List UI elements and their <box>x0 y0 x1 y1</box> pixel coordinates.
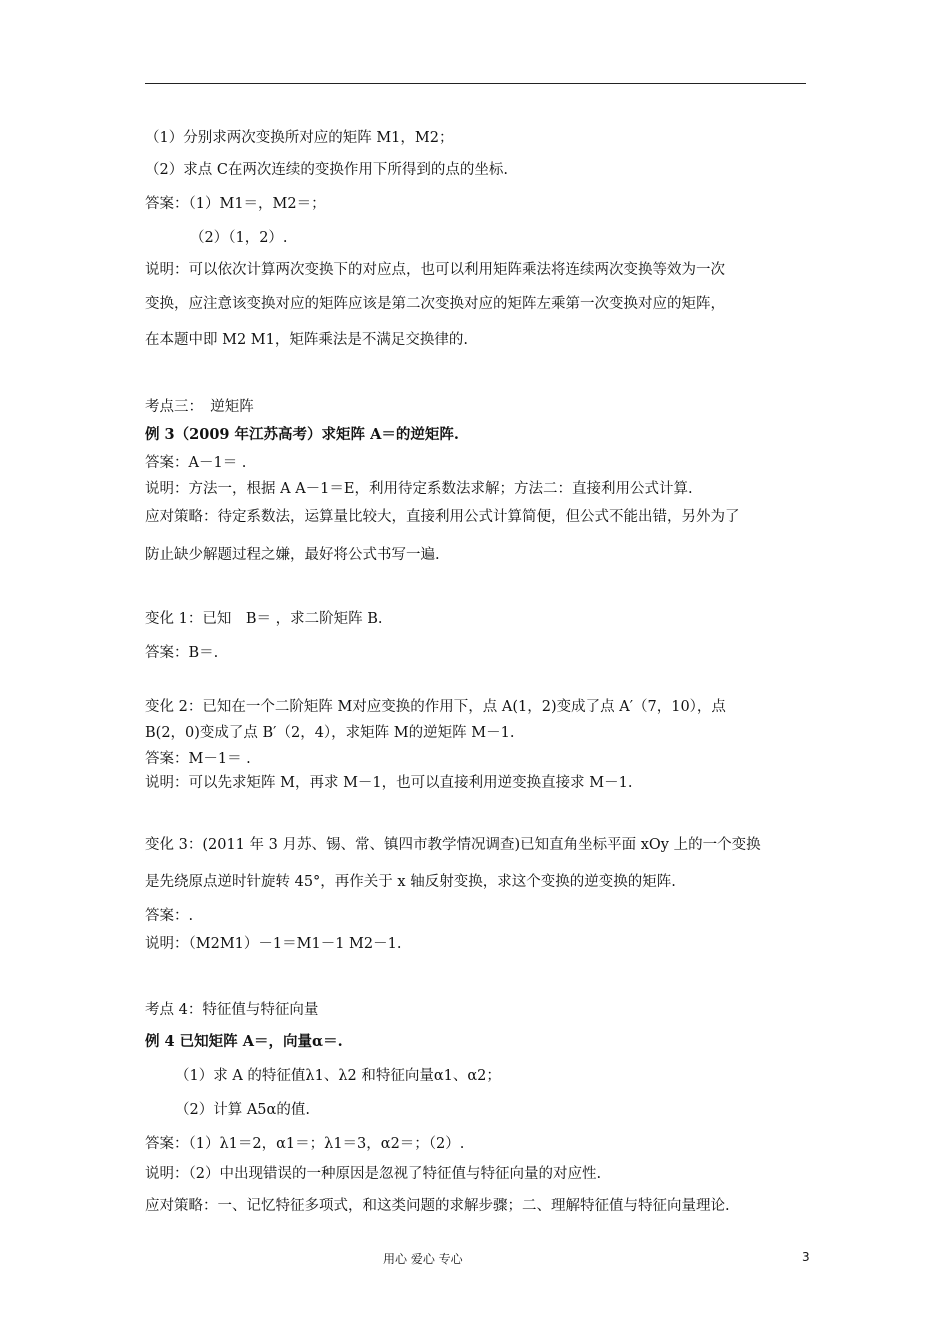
text-line: 答案：. <box>145 908 194 924</box>
text-line: 考点 4：特征值与特征向量 <box>145 1002 319 1018</box>
header-rule <box>145 83 806 84</box>
text-line: （1）分别求两次变换所对应的矩阵 M1，M2； <box>145 130 454 146</box>
text-line: B(2，0)变成了点 B′（2，4），求矩阵 M的逆矩阵 M－1. <box>145 725 515 741</box>
text-line: 变化 3：(2011 年 3 月苏、锡、常、镇四市教学情况调查)已知直角坐标平面 xOy 上的一个变换 <box>145 837 761 853</box>
text-line: 答案：A－1＝ . <box>145 455 247 471</box>
text-line: 答案：（1）λ1＝2，α1＝；λ1＝3，α2＝；（2）. <box>145 1136 465 1152</box>
text-line: 防止缺少解题过程之嫌，最好将公式书写一遍. <box>145 547 440 563</box>
text-line: 在本题中即 M2 M1，矩阵乘法是不满足交换律的. <box>145 332 468 348</box>
text-line: （2）求点 C在两次连续的变换作用下所得到的点的坐标. <box>145 162 509 178</box>
text-line: 答案：M－1＝ . <box>145 751 251 767</box>
text-line: 答案：（1）M1＝，M2＝； <box>145 196 326 212</box>
text-line: （2）计算 A5α的值. <box>175 1102 310 1118</box>
text-line: 应对策略：待定系数法，运算量比较大，直接利用公式计算简便，但公式不能出错，另外为了 <box>145 509 740 525</box>
text-line: 说明：可以依次计算两次变换下的对应点，也可以利用矩阵乘法将连续两次变换等效为一次 <box>145 262 725 278</box>
text-line: （2）（1，2）. <box>190 230 288 246</box>
text-line: 说明：（M2M1）－1＝M1－1 M2－1. <box>145 936 402 952</box>
text-line: 是先绕原点逆时针旋转 45°，再作关于 x 轴反射变换，求这个变换的逆变换的矩阵. <box>145 874 676 890</box>
text-line: 变换，应注意该变换对应的矩阵应该是第二次变换对应的矩阵左乘第一次变换对应的矩阵， <box>145 296 725 312</box>
page-number: 3 <box>802 1250 810 1264</box>
text-line: 例 4 已知矩阵 A＝，向量α＝. <box>145 1033 343 1050</box>
text-line: （1）求 A 的特征值λ1、λ2 和特征向量α1、α2； <box>175 1068 501 1084</box>
text-line: 答案：B＝. <box>145 645 219 661</box>
text-line: 考点三： 逆矩阵 <box>145 399 254 415</box>
text-line: 说明：可以先求矩阵 M，再求 M－1，也可以直接利用逆变换直接求 M－1. <box>145 775 633 791</box>
text-line: 变化 1：已知 B＝ ，求二阶矩阵 B. <box>145 611 383 627</box>
text-line: 说明：方法一，根据 A A－1＝E，利用待定系数法求解；方法二：直接利用公式计算. <box>145 481 693 497</box>
text-line: 例 3（2009 年江苏高考）求矩阵 A＝的逆矩阵. <box>145 426 459 443</box>
text-line: 说明：（2）中出现错误的一种原因是忽视了特征值与特征向量的对应性. <box>145 1166 602 1182</box>
text-line: 应对策略：一、记忆特征多项式，和这类问题的求解步骤；二、理解特征值与特征向量理论. <box>145 1198 730 1214</box>
text-line: 变化 2：已知在一个二阶矩阵 M对应变换的作用下，点 A(1，2)变成了点 A′（7，10），点 <box>145 699 726 715</box>
footer-slogan: 用心 爱心 专心 <box>383 1252 463 1266</box>
